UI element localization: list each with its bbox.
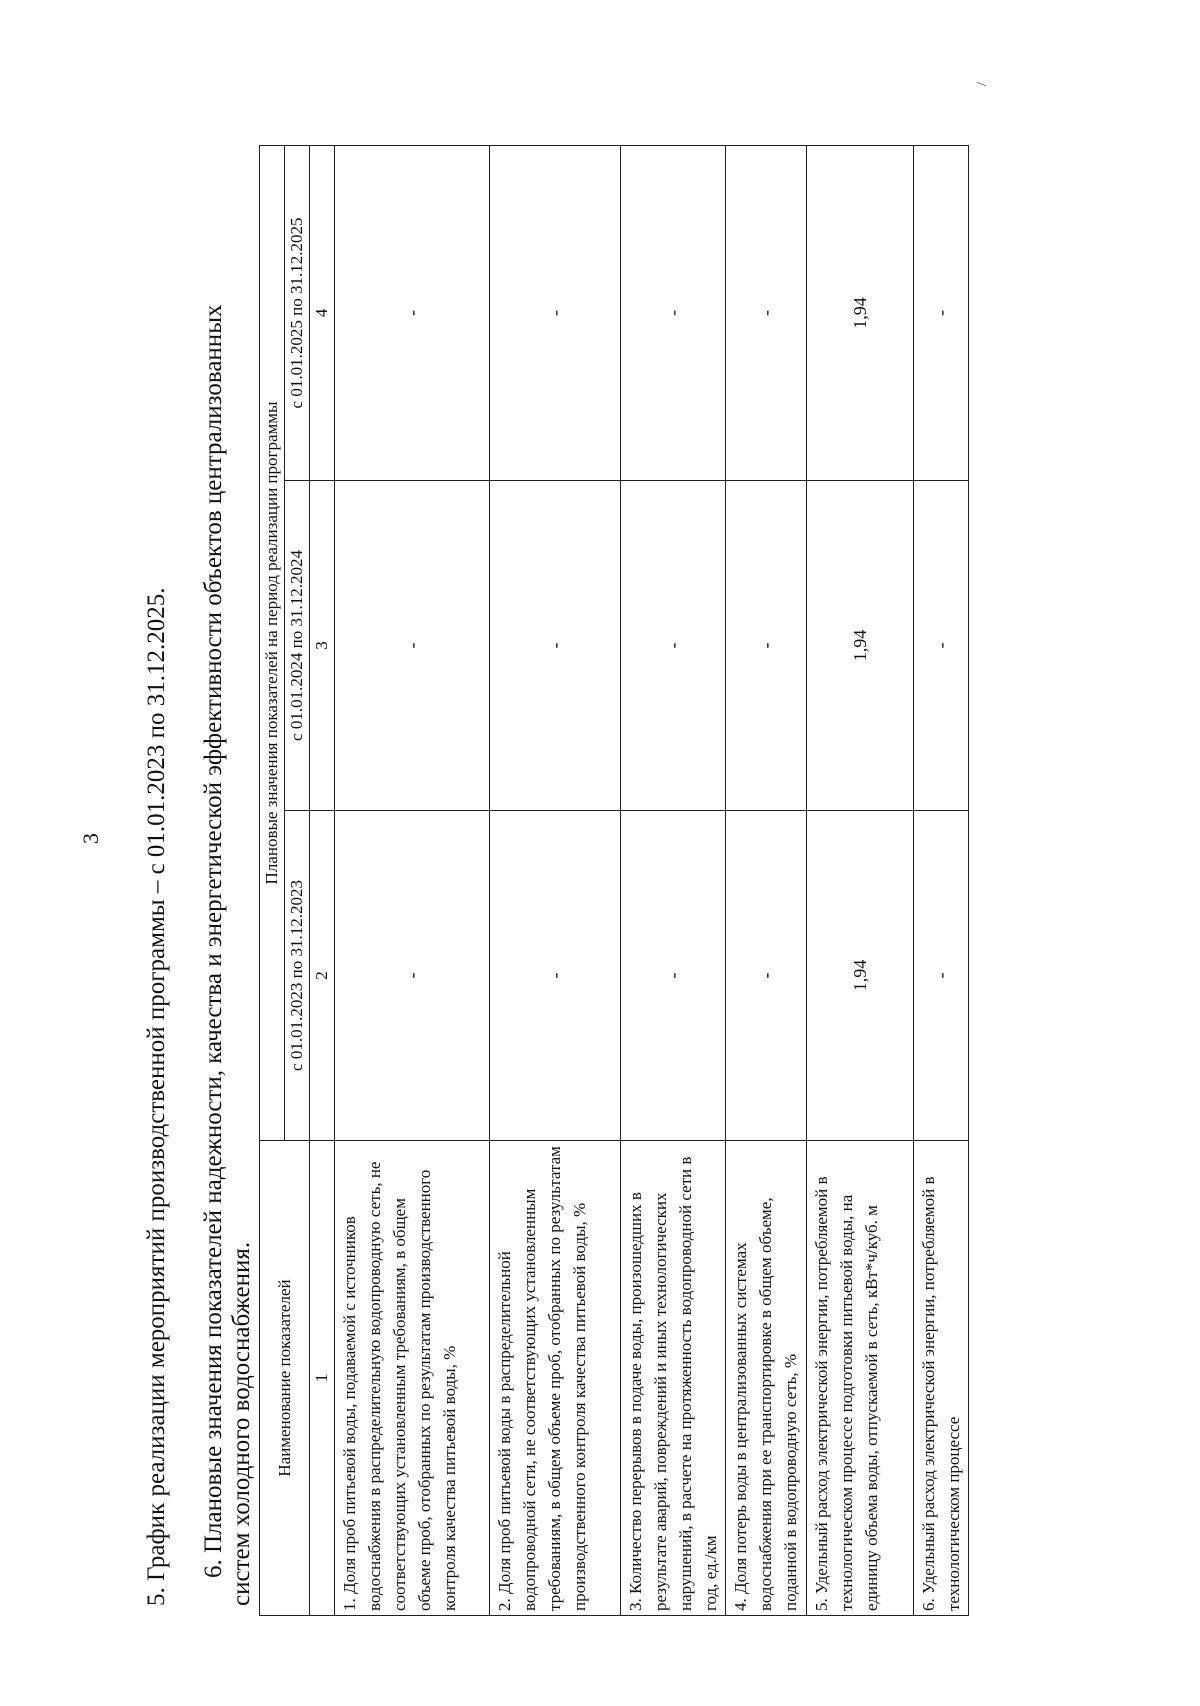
indicator-value: -	[335, 145, 490, 480]
table-row	[726, 145, 807, 1615]
indicator-value: -	[621, 481, 726, 811]
indicator-name: 6. Удельный расход электрической энергии, потребляемой в технологическом процессе	[914, 1141, 969, 1616]
stray-mark: /	[975, 82, 990, 86]
indicator-name: 4. Доля потерь воды в централизованных системах водоснабжения при ее транспортировке в общем объеме, поданной в водопроводную сеть, %	[726, 1141, 807, 1616]
table-row	[807, 145, 914, 1615]
indicator-value: -	[490, 481, 621, 811]
column-number: 3	[310, 481, 335, 811]
indicator-value: 1,94	[807, 145, 914, 480]
indicator-value: -	[726, 811, 807, 1141]
indicator-value: -	[490, 811, 621, 1141]
column-number: 2	[310, 811, 335, 1141]
indicator-value: -	[490, 145, 621, 480]
indicator-value: -	[621, 145, 726, 480]
table-number-row	[310, 145, 335, 1615]
indicator-value: 1,94	[807, 811, 914, 1141]
indicator-name: 1. Доля проб питьевой воды, подаваемой с источников водоснабжения в распределительную водопроводную сеть, не соответствующих установленным требованиям, в общем объеме проб, отобранных по результатам производственного контроля качества питьевой воды, %	[335, 1141, 490, 1616]
indicator-name: 5. Удельный расход электрической энергии, потребляемой в технологическом процессе подготовки питьевой воды, на единицу объема воды, отпускаемой в сеть, кВт*ч/куб. м	[807, 1141, 914, 1616]
section-6-heading	[200, 88, 255, 1606]
indicator-value: 1,94	[807, 481, 914, 811]
section-5-heading: 5. График реализации мероприятий производственной программы – с 01.01.2023 по 31.12.2025.	[143, 587, 170, 1606]
indicator-value: -	[726, 145, 807, 480]
indicator-value: -	[914, 481, 969, 811]
indicator-value: -	[914, 145, 969, 480]
rotated-content	[0, 82, 1200, 1706]
section-6-heading-line1: 6. Плановые значения показателей надежности, качества и энергетической эффективности объектов централизованных	[200, 304, 227, 1578]
indicator-name: 3. Количество перерывов в подаче воды, произошедших в результате аварий, повреждений и иных технологических нарушений, в расчете на протяженность водопроводной сети в год, ед./км	[621, 1141, 726, 1616]
column-number: 1	[310, 1141, 335, 1616]
period-header: с 01.01.2024 по 31.12.2024	[285, 481, 310, 811]
indicator-value: -	[914, 811, 969, 1141]
indicator-value: -	[726, 481, 807, 811]
col-name-header: Наименование показателей	[260, 1141, 310, 1616]
group-header: Плановые значения показателей на период реализации программы	[260, 145, 285, 1140]
indicators-table	[259, 145, 969, 1616]
table-header-row	[260, 145, 285, 1615]
indicator-value: -	[335, 481, 490, 811]
table-row	[621, 145, 726, 1615]
page-number: 3	[78, 833, 103, 844]
indicator-value: -	[621, 811, 726, 1141]
table-row	[335, 145, 490, 1615]
section-6-heading-line2: систем холодного водоснабжения.	[228, 1241, 255, 1606]
period-header: с 01.01.2023 по 31.12.2023	[285, 811, 310, 1141]
indicator-value: -	[335, 811, 490, 1141]
indicator-name: 2. Доля проб питьевой воды в распределительной водопроводной сети, не соответствующих установленным требованиям, в общем объеме проб, отобранных по результатам производственного контроля качества питьевой воды, %	[490, 1141, 621, 1616]
table-row	[914, 145, 969, 1615]
column-number: 4	[310, 145, 335, 480]
period-header: с 01.01.2025 по 31.12.2025	[285, 145, 310, 480]
table-row	[490, 145, 621, 1615]
